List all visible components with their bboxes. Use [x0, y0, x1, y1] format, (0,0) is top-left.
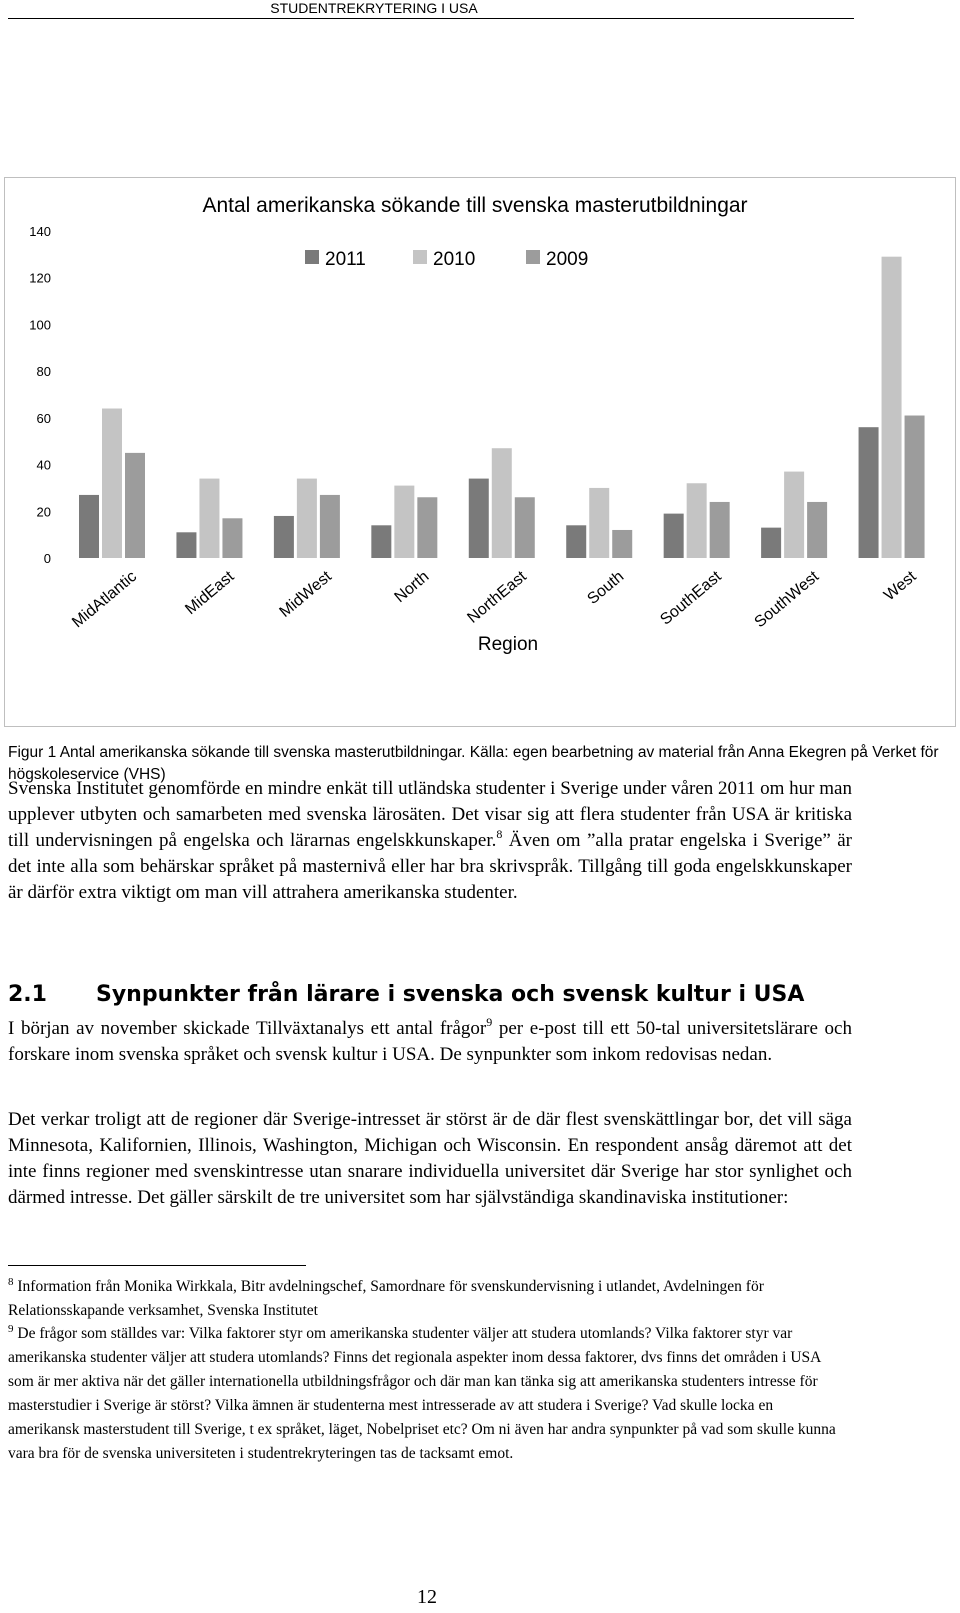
- page-number: 12: [417, 1586, 437, 1608]
- bar-SouthWest-2009: [807, 502, 827, 558]
- paragraph-questions-text-a: I början av november skickade Tillväxtanalys ett antal frågor: [8, 1018, 487, 1039]
- bar-South-2010: [589, 488, 609, 558]
- bar-North-2010: [394, 486, 414, 558]
- footnote-9-text: De frågor som ställdes var: Vilka faktorer styr om amerikanska studenter väljer att studera utomlands? Vilka faktorer styr var amerikanska studenter väljer att studera utomlands? Finns det regionala aspekter inom dessa faktorer, dvs finns det områden i USA som är mer aktiva när det gäller internationella utbildningsfrågor och där man kan tänka sig att amerikanska studenters intresse för masterstudier i Sverige är störst? Vilka ämnen är studenterna mest intresserade av att studera i Sverige? Vad skulle locka en amerikansk masterstudent till Sverige, t ex språket, läget, Nobelpriset etc? Om ni även har andra synpunkter på vad som skulle kunna vara bra för de svenska universiteten i studentrekryteringen tas de tacksamt emot.: [8, 1325, 836, 1462]
- x-tick-label-MidEast: MidEast: [182, 568, 238, 619]
- paragraph-questions-text-b: per e-post till ett 50-tal universitetslärare och forskare inom svenska språket och svensk kultur i USA. De synpunkter som inkom redovisas nedan.: [8, 1018, 852, 1065]
- bar-NorthEast-2010: [492, 448, 512, 558]
- y-tick-label: 0: [43, 551, 51, 566]
- section-number: 2.1: [8, 982, 47, 1007]
- legend-swatch-2009: [526, 250, 540, 264]
- footnote-ref-9[interactable]: 9: [486, 1015, 493, 1029]
- bar-MidWest-2010: [297, 479, 317, 558]
- paragraph-regions: Det verkar troligt att de regioner där Sverige-intresset är störst är de där flest svenskättlingar bor, det vill säga Minnesota, Kalifornien, Illinois, Washington, Michigan och Wisconsin. En respondent ansåg däremot att det inte finns regioner med svenskintresse utan snarare individuella universitet där Sverige har stor synlighet och därmed intresse. Det gäller särskilt de tre universitet som har självständiga skandinaviska institutioner:: [8, 1109, 852, 1208]
- y-tick-label: 20: [36, 504, 51, 520]
- footnote-ref-8[interactable]: 8: [496, 827, 503, 841]
- bar-MidWest-2011: [274, 516, 294, 558]
- bar-SouthEast-2011: [664, 514, 684, 558]
- section-title: Synpunkter från lärare i svenska och svensk kultur i USA: [96, 982, 805, 1007]
- y-tick-label: 60: [36, 410, 51, 426]
- legend-label-2010: 2010: [433, 249, 476, 270]
- bar-West-2011: [859, 427, 879, 558]
- bar-West-2009: [905, 416, 925, 558]
- chart-title: Antal amerikanska sökande till svenska masterutbildningar: [202, 194, 748, 217]
- bar-MidAtlantic-2011: [79, 495, 99, 558]
- section-heading: [8, 980, 908, 1010]
- y-tick-label: 100: [29, 317, 51, 333]
- footnote-8-text: Information från Monika Wirkkala, Bitr avdelningschef, Samordnare för svenskundervisning i utlandet, Avdelningen för Relationsskapande verksamhet, Svenska Institutet: [8, 1278, 764, 1319]
- bar-MidAtlantic-2010: [102, 409, 122, 558]
- bar-South-2011: [566, 525, 586, 558]
- y-tick-label: 140: [29, 224, 51, 239]
- x-axis-title: Region: [477, 634, 539, 655]
- bar-MidAtlantic-2009: [125, 453, 145, 558]
- bar-North-2011: [371, 525, 391, 558]
- running-header-title: STUDENTREKRYTERING I USA: [270, 0, 478, 16]
- bar-West-2010: [882, 257, 902, 558]
- x-tick-label-SouthEast: SouthEast: [657, 568, 725, 629]
- legend-label-2011: 2011: [325, 249, 366, 270]
- paragraph-survey-text-a: Svenska Institutet genomförde en mindre enkät till utländska studenter i Sverige under våren 2011 om hur man upplever utbyten och samarbeten med svenska lärosäten. Det visar sig att flera studenter från USA är kritiska till undervisningen på engelska och lärarnas engelskkunskaper.: [8, 778, 852, 851]
- legend-swatch-2011: [305, 250, 319, 264]
- paragraph-survey-text-b: Även om ”alla pratar engelska i Sverige” är det inte alla som behärskar språket på masternivå eller har bra skrivspråk. Tillgång till goda engelskkunskaper är därför extra viktigt om man vill attrahera amerikanska studenter.: [8, 830, 852, 903]
- y-tick-label: 40: [36, 457, 51, 473]
- x-tick-label-NorthEast: NorthEast: [464, 568, 530, 627]
- running-header: [0, 0, 960, 30]
- bar-North-2009: [417, 497, 437, 558]
- figure-caption: Figur 1 Antal amerikanska sökande till svenska masterutbildningar. Källa: egen bearbetning av material från Anna Ekegren på Verket för högskoleservice (VHS): [8, 744, 939, 783]
- x-tick-label-South: South: [584, 568, 628, 608]
- x-tick-label-West: West: [881, 568, 920, 605]
- x-tick-label-MidWest: MidWest: [276, 568, 335, 621]
- x-tick-label-SouthWest: SouthWest: [751, 568, 823, 632]
- chart-frame: [4, 177, 956, 727]
- bar-SouthWest-2010: [784, 472, 804, 558]
- paragraph-questions: [8, 1016, 852, 1068]
- bar-South-2009: [612, 530, 632, 558]
- x-tick-label-North: North: [391, 568, 433, 607]
- bar-NorthEast-2011: [469, 479, 489, 558]
- bar-SouthWest-2011: [761, 528, 781, 558]
- bar-chart: [5, 178, 955, 726]
- header-rule: [8, 18, 854, 19]
- legend-swatch-2010: [413, 250, 427, 264]
- bar-MidEast-2010: [199, 479, 219, 558]
- footnote-9: [8, 1322, 848, 1466]
- legend-label-2009: 2009: [546, 249, 589, 270]
- y-tick-label: 120: [29, 270, 51, 286]
- x-tick-label-MidAtlantic: MidAtlantic: [69, 568, 141, 632]
- bar-MidWest-2009: [320, 495, 340, 558]
- paragraph-survey: [8, 776, 852, 906]
- y-tick-label: 80: [36, 364, 51, 380]
- footnote-8-mark: 8: [8, 1276, 14, 1288]
- footnote-8: [8, 1275, 848, 1323]
- bar-SouthEast-2010: [687, 483, 707, 558]
- bar-NorthEast-2009: [515, 497, 535, 558]
- bar-SouthEast-2009: [710, 502, 730, 558]
- bar-MidEast-2009: [222, 518, 242, 558]
- bar-MidEast-2011: [176, 532, 196, 558]
- footnote-separator: [8, 1265, 306, 1266]
- footnote-9-mark: 9: [8, 1323, 14, 1335]
